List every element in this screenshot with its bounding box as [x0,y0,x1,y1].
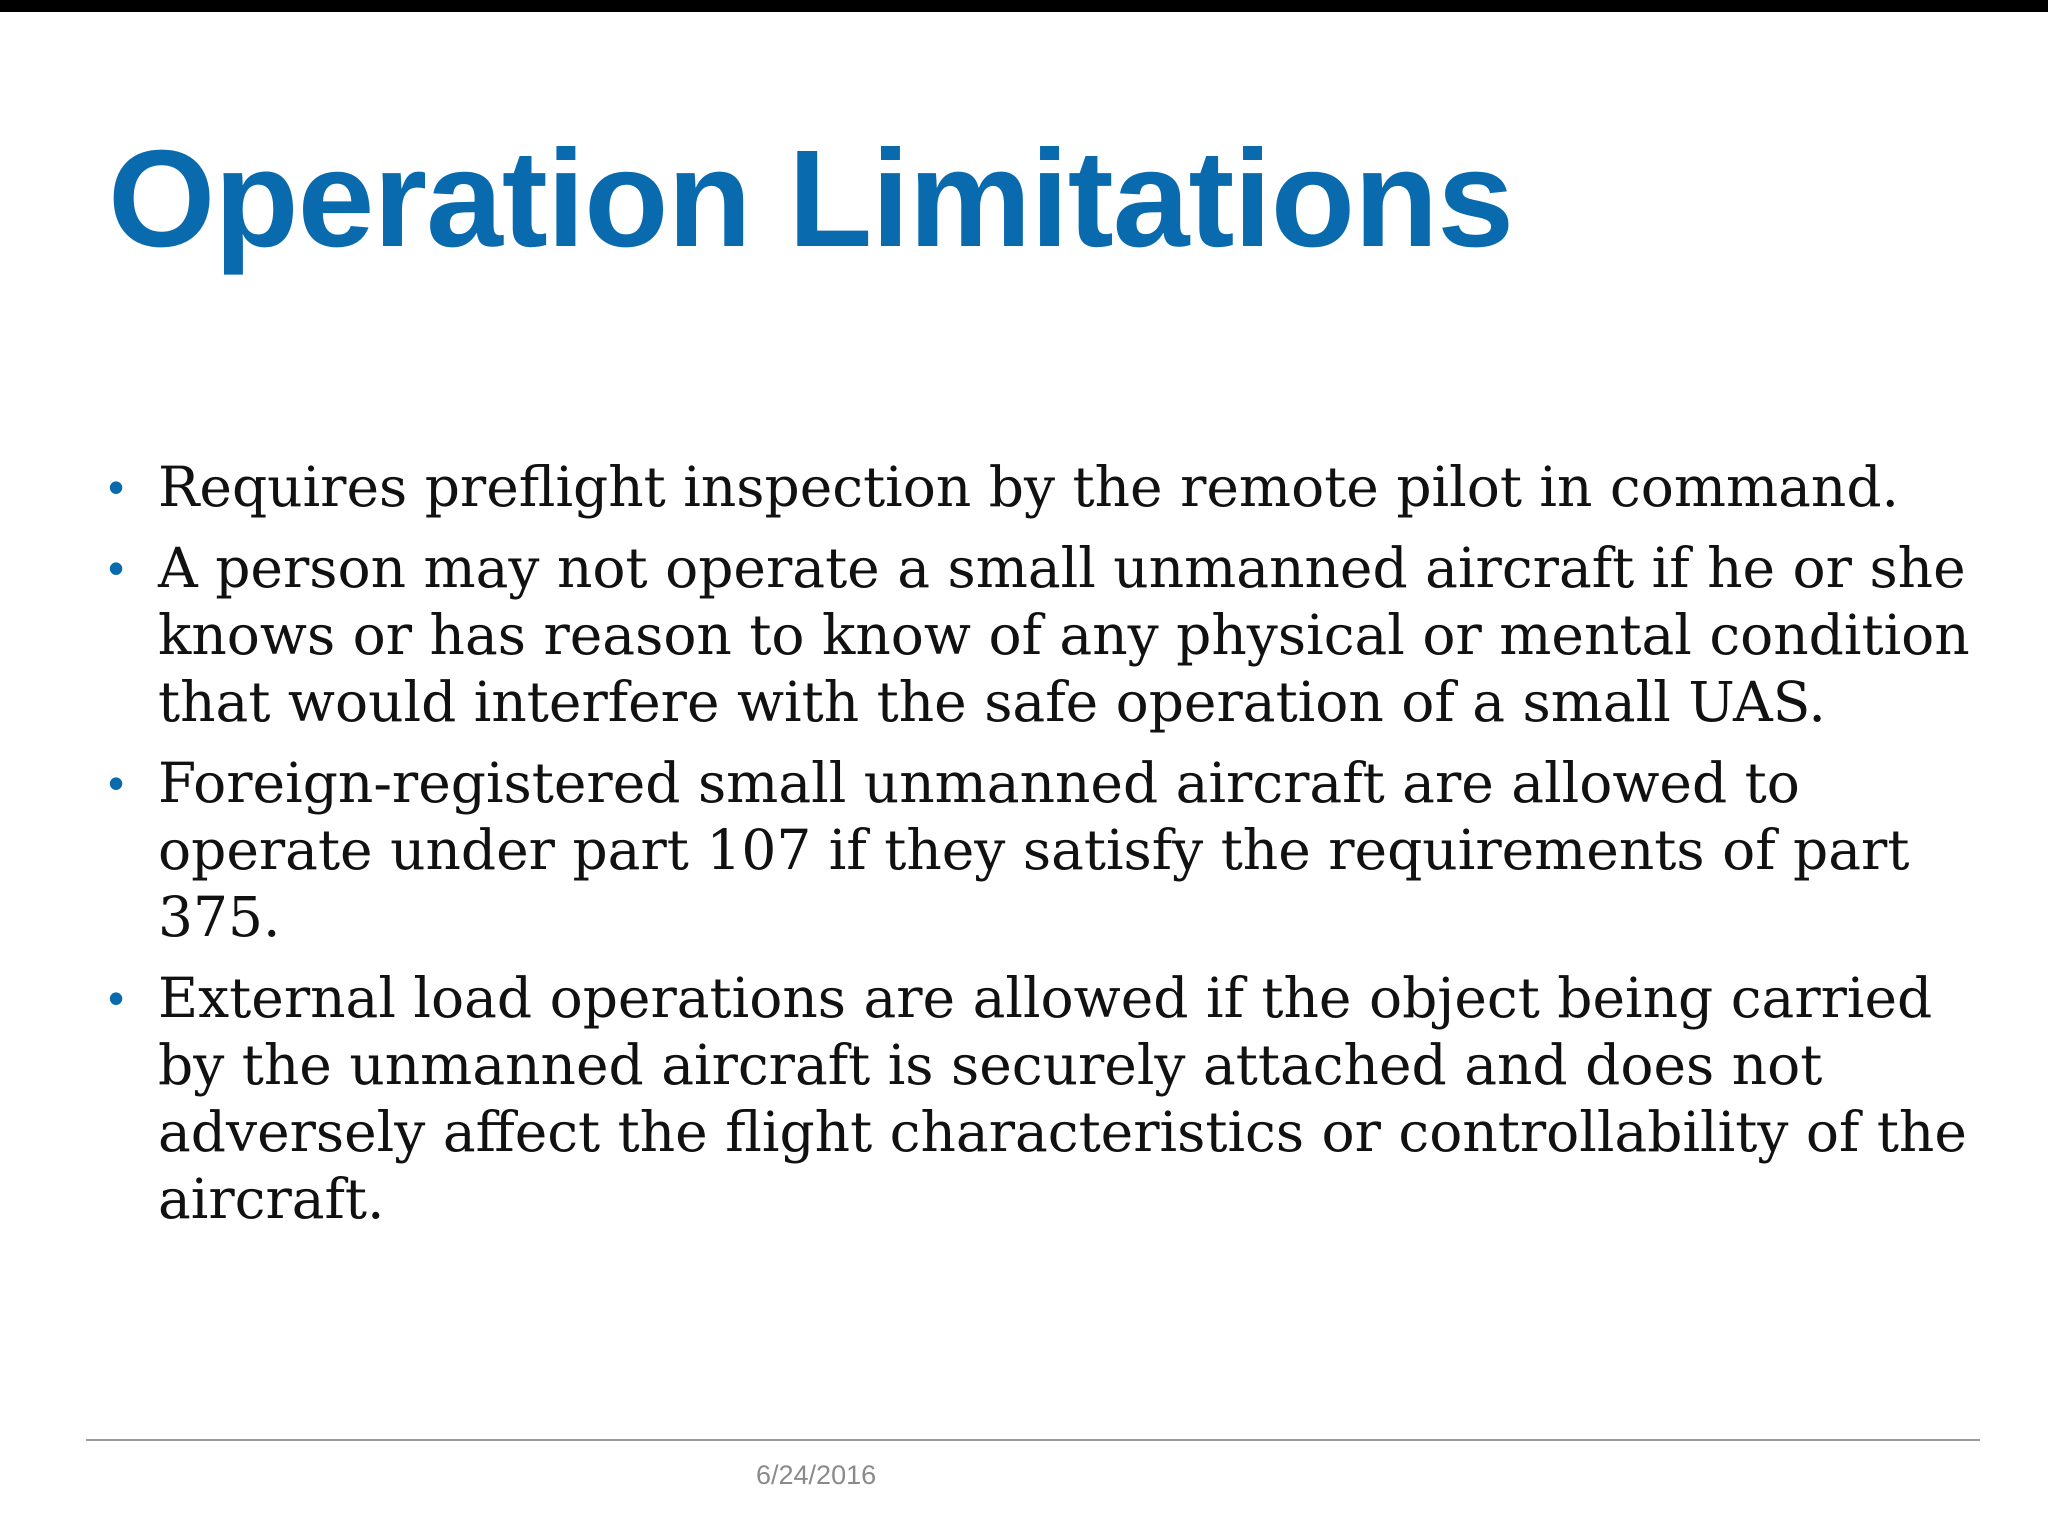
bullet-item [108,965,2008,1233]
bullet-item [108,535,2008,736]
footer-date: 6/24/2016 [756,1460,877,1490]
bullet-text: Foreign-registered small unmanned aircraft are allowed to operate under part 107 if they satisfy the requirements of part 375. [158,751,1910,949]
bullet-marker-icon: • [108,972,125,1024]
bullet-item [108,750,2008,951]
slide-title: Operation Limitations [108,122,1514,276]
bullet-text: A person may not operate a small unmanned aircraft if he or she knows or has reason to know of any physical or mental condition that would interfere with the safe operation of a small UAS. [158,536,1970,734]
bullet-text: Requires preflight inspection by the remote pilot in command. [158,455,1900,519]
bullet-text: External load operations are allowed if the object being carried by the unmanned aircraft is securely attached and does not adversely affect the flight characteristics or controllability of the aircraft. [158,966,1967,1231]
bullet-item [108,454,2008,521]
footer-divider [86,1439,1980,1441]
bullet-marker-icon: • [108,461,125,513]
top-border-bar [0,0,2048,12]
bullet-marker-icon: • [108,542,125,594]
bullet-marker-icon: • [108,757,125,809]
slide [0,12,2048,1536]
bullet-list [108,454,2008,1247]
